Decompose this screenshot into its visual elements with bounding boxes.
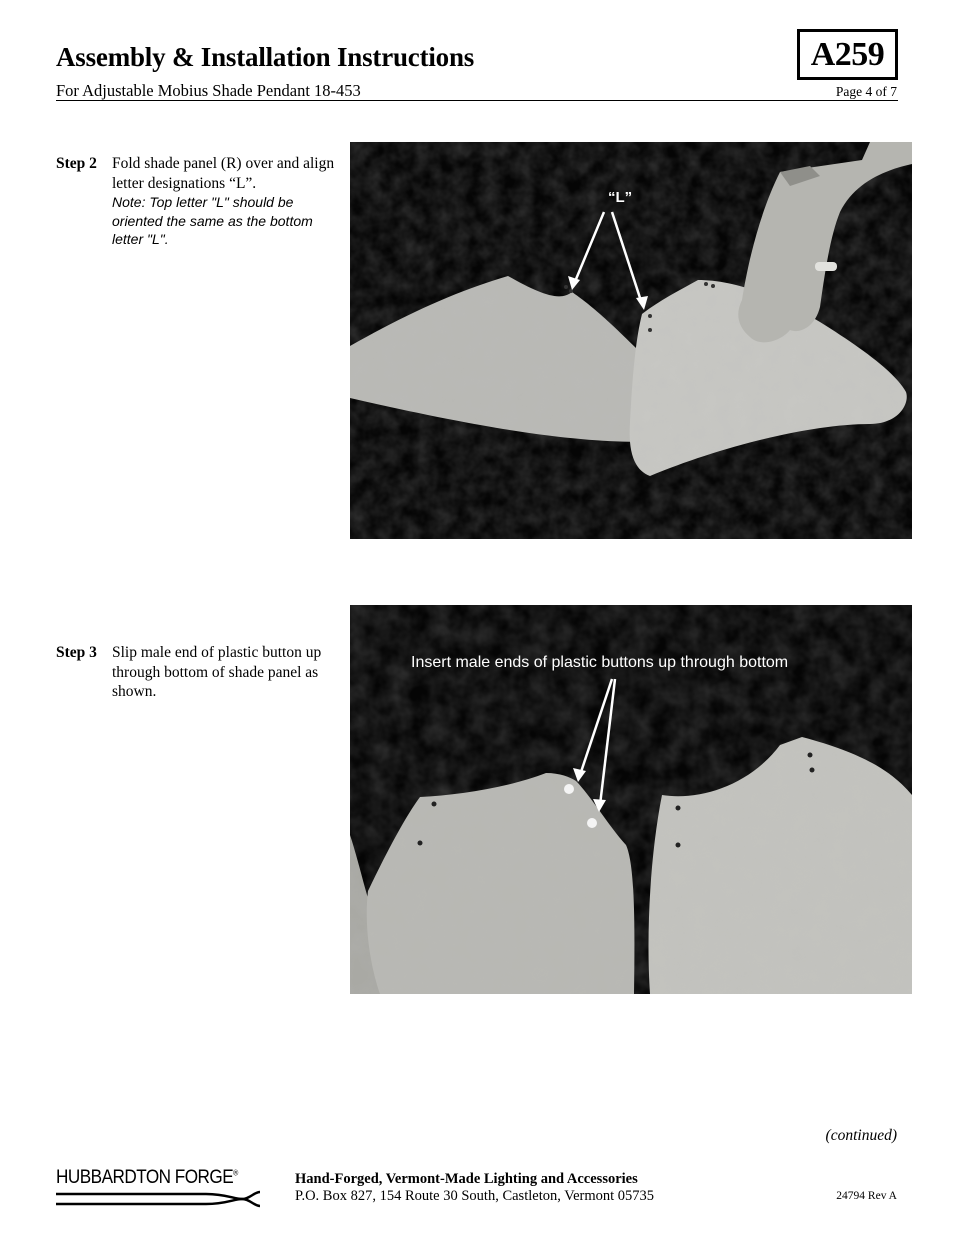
step-2-photo [350, 142, 912, 539]
step-3-illustration [350, 605, 912, 994]
plastic-button-1 [564, 784, 574, 794]
document-code-box [797, 29, 898, 80]
page-subtitle: For Adjustable Mobius Shade Pendant 18-453 [56, 81, 361, 100]
step-3-photo [350, 605, 912, 994]
registered-mark: ® [233, 1168, 238, 1178]
step-2-note: Note: Top letter "L" should be oriented the same as the bottom letter "L". [112, 194, 313, 247]
page-number: Page 4 of 7 [835, 84, 897, 99]
step-3-text: Slip male end of plastic button up through bottom of shade panel as shown. [112, 644, 322, 700]
step-2-body [112, 154, 344, 249]
step-2-callout: “L” [608, 189, 633, 206]
header-rule [56, 100, 898, 101]
step-2-label: Step 2 [56, 155, 97, 172]
page-title: Assembly & Installation Instructions [56, 42, 475, 72]
footer-tagline: Hand-Forged, Vermont-Made Lighting and Accessories [295, 1171, 638, 1187]
document-code: A259 [810, 35, 885, 73]
footer-address: P.O. Box 827, 154 Route 30 South, Castleton, Vermont 05735 [295, 1188, 655, 1204]
document-revision: 24794 Rev A [836, 1190, 897, 1202]
ring-shape [815, 262, 837, 271]
logo-text: HUBBARDTON FORGE [56, 1166, 234, 1188]
continued-note: (continued) [825, 1127, 897, 1144]
logo-tongs-icon [56, 1188, 261, 1208]
step-3 [56, 643, 346, 702]
step-3-body [112, 643, 344, 702]
step-2 [56, 154, 346, 249]
step-3-callout: Insert male ends of plastic buttons up through bottom [411, 654, 789, 671]
step-3-label: Step 3 [56, 644, 97, 661]
plastic-button-2 [587, 818, 597, 828]
step-2-text: Fold shade panel (R) over and align letter designations “L”. [112, 155, 335, 192]
company-logo [56, 1166, 261, 1208]
step-2-illustration [350, 142, 912, 539]
logo-wordmark [56, 1166, 236, 1189]
